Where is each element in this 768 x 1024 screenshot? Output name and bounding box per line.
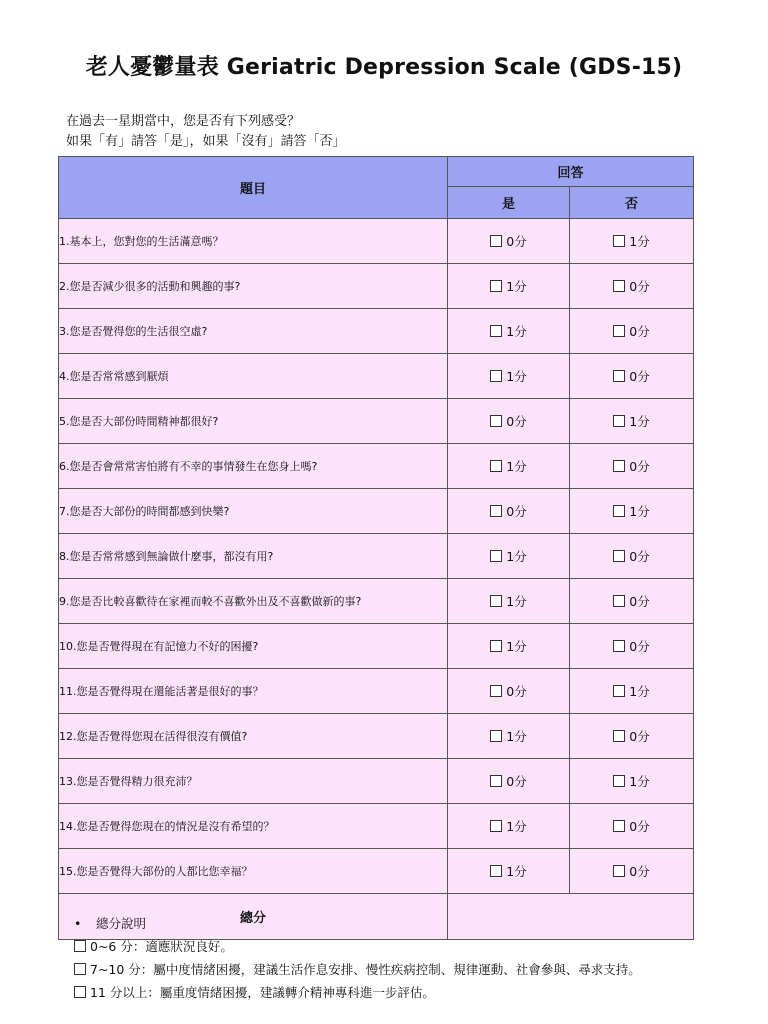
instruction-line-1: 在過去一星期當中，您是否有下列感受？ [66,114,301,129]
answer-yes-score: 1分 [506,549,527,564]
checkbox-icon[interactable] [74,963,86,975]
checkbox-icon[interactable] [490,550,502,562]
checkbox-icon[interactable] [613,325,625,337]
question-text: 7.您是否大部份的時間都感到快樂? [59,489,448,534]
notes-heading: 總分說明 [96,916,147,931]
answer-yes-cell [448,489,570,534]
answer-no-cell [570,759,694,804]
checkbox-icon[interactable] [490,280,502,292]
answer-no-score: 1分 [629,234,650,249]
note-item [74,981,641,1004]
answer-yes-cell [448,219,570,264]
answer-no-score: 0分 [629,864,650,879]
answer-yes-score: 1分 [506,819,527,834]
answer-yes-cell [448,309,570,354]
answer-yes-cell [448,669,570,714]
instruction-line-2: 如果「有」請答「是」，如果「沒有」請答「否」 [66,134,346,149]
table-row [59,489,694,534]
answer-yes-score: 1分 [506,864,527,879]
question-text: 15.您是否覺得大部份的人都比您幸福？ [59,849,448,894]
checkbox-icon[interactable] [490,685,502,697]
answer-no-cell [570,669,694,714]
answer-yes-cell [448,264,570,309]
checkbox-icon[interactable] [613,235,625,247]
answer-yes-cell [448,444,570,489]
answer-yes-score: 0分 [506,684,527,699]
table-row [59,669,694,714]
answer-no-cell [570,714,694,759]
question-text: 3.您是否覺得您的生活很空虛? [59,309,448,354]
answer-no-score: 1分 [629,504,650,519]
answer-no-cell [570,264,694,309]
answer-no-cell [570,534,694,579]
checkbox-icon[interactable] [613,685,625,697]
question-text: 2.您是否減少很多的活動和興趣的事? [59,264,448,309]
question-text: 4.您是否常常感到厭煩 [59,354,448,399]
question-text: 11.您是否覺得現在還能活著是很好的事？ [59,669,448,714]
question-text: 10.您是否覺得現在有記憶力不好的困擾? [59,624,448,669]
answer-no-score: 1分 [629,684,650,699]
answer-no-score: 1分 [629,414,650,429]
answer-no-score: 0分 [629,459,650,474]
checkbox-icon[interactable] [490,415,502,427]
answer-yes-score: 0分 [506,504,527,519]
note-text: 11 分以上：屬重度情緒困擾，建議轉介精神專科進一步評估。 [90,985,435,1000]
checkbox-icon[interactable] [490,865,502,877]
answer-no-score: 0分 [629,279,650,294]
answer-no-score: 0分 [629,729,650,744]
checkbox-icon[interactable] [613,730,625,742]
answer-no-cell [570,309,694,354]
question-text: 12.您是否覺得您現在活得很沒有價值? [59,714,448,759]
table-row [59,264,694,309]
answer-yes-score: 1分 [506,594,527,609]
answer-no-cell [570,354,694,399]
total-label: 總分 [59,894,448,940]
answer-no-cell [570,579,694,624]
answer-no-cell [570,489,694,534]
gds-table [58,156,694,940]
checkbox-icon[interactable] [613,460,625,472]
table-row [59,624,694,669]
answer-yes-score: 0分 [506,234,527,249]
table-row [59,354,694,399]
answer-no-score: 0分 [629,639,650,654]
answer-yes-cell [448,849,570,894]
answer-yes-cell [448,579,570,624]
score-notes [74,912,641,1004]
answer-no-score: 0分 [629,819,650,834]
answer-no-cell [570,804,694,849]
checkbox-icon[interactable] [613,550,625,562]
header-yes: 是 [448,187,570,219]
table-row [59,219,694,264]
table-row [59,444,694,489]
checkbox-icon[interactable] [74,940,86,952]
checkbox-icon[interactable] [490,595,502,607]
checkbox-icon[interactable] [613,280,625,292]
table-row [59,579,694,624]
checkbox-icon[interactable] [490,775,502,787]
bullet-icon: • [74,916,82,931]
header-question: 題目 [59,157,448,219]
checkbox-icon[interactable] [613,370,625,382]
checkbox-icon[interactable] [613,865,625,877]
answer-no-score: 0分 [629,369,650,384]
table-row [59,309,694,354]
checkbox-icon[interactable] [490,730,502,742]
checkbox-icon[interactable] [613,775,625,787]
checkbox-icon[interactable] [613,505,625,517]
answer-yes-score: 1分 [506,369,527,384]
checkbox-icon[interactable] [613,640,625,652]
checkbox-icon[interactable] [490,460,502,472]
notes-heading-line [74,912,641,935]
note-item [74,935,641,958]
answer-yes-cell [448,354,570,399]
note-text: 0~6 分：適應狀況良好。 [90,939,233,954]
note-item [74,958,641,981]
answer-no-cell [570,624,694,669]
question-rows [59,219,694,894]
checkbox-icon[interactable] [613,820,625,832]
answer-no-cell [570,399,694,444]
checkbox-icon[interactable] [490,325,502,337]
answer-yes-cell [448,624,570,669]
question-text: 8.您是否常常感到無論做什麼事，都沒有用? [59,534,448,579]
answer-no-score: 0分 [629,549,650,564]
answer-yes-score: 1分 [506,459,527,474]
answer-yes-cell [448,534,570,579]
checkbox-icon[interactable] [490,640,502,652]
answer-no-score: 1分 [629,774,650,789]
answer-no-cell [570,849,694,894]
header-answer: 回答 [448,157,694,187]
question-text: 14.您是否覺得您現在的情況是沒有希望的？ [59,804,448,849]
answer-yes-cell [448,714,570,759]
answer-yes-score: 1分 [506,279,527,294]
answer-yes-cell [448,399,570,444]
question-text: 9.您是否比較喜歡待在家裡而較不喜歡外出及不喜歡做新的事? [59,579,448,624]
answer-yes-score: 0分 [506,774,527,789]
checkbox-icon[interactable] [74,986,86,998]
answer-yes-score: 1分 [506,729,527,744]
page-title: 老人憂鬱量表 Geriatric Depression Scale (GDS-15) [85,55,683,80]
checkbox-icon[interactable] [490,820,502,832]
question-text: 5.您是否大部份時間精神都很好? [59,399,448,444]
question-text: 13.您是否覺得精力很充沛？ [59,759,448,804]
table-row [59,804,694,849]
instructions [66,112,346,152]
question-text: 6.您是否會常常害怕將有不幸的事情發生在您身上嗎? [59,444,448,489]
note-text: 7~10 分：屬中度情緒困擾，建議生活作息安排、慢性疾病控制、規律運動、社會參與、尋求支持。 [90,962,641,977]
table-row [59,759,694,804]
checkbox-icon[interactable] [490,505,502,517]
checkbox-icon[interactable] [613,415,625,427]
answer-no-score: 0分 [629,594,650,609]
table-row [59,534,694,579]
header-no: 否 [570,187,694,219]
answer-yes-cell [448,759,570,804]
answer-yes-score: 1分 [506,324,527,339]
answer-yes-cell [448,804,570,849]
table-row [59,714,694,759]
table-row [59,399,694,444]
checkbox-icon[interactable] [490,370,502,382]
table-row [59,849,694,894]
checkbox-icon[interactable] [490,235,502,247]
checkbox-icon[interactable] [613,595,625,607]
answer-yes-score: 1分 [506,639,527,654]
answer-yes-score: 0分 [506,414,527,429]
answer-no-cell [570,219,694,264]
answer-no-score: 0分 [629,324,650,339]
answer-no-cell [570,444,694,489]
question-text: 1.基本上，您對您的生活滿意嗎？ [59,219,448,264]
